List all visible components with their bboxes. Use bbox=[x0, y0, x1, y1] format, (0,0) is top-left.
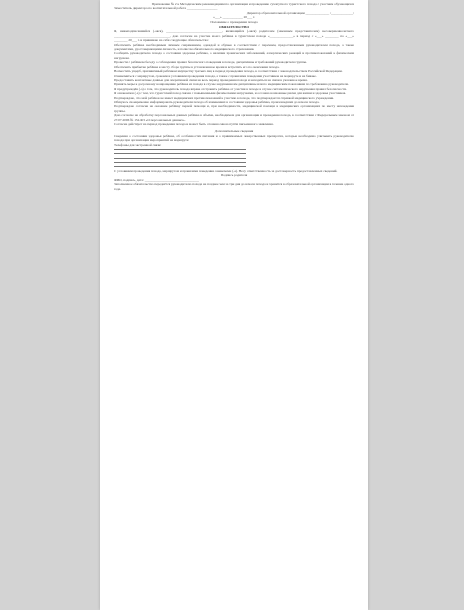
authority-line: Заместитель директора по воспитательной работе __________________ bbox=[114, 6, 218, 11]
obligation-paragraph: Ознакомиться с маршрутом, сроками и условиями проведения похода, а также с правилами поведения участников на маршруте и на биваке. bbox=[114, 73, 317, 78]
obligation-paragraph: Подтверждаю согласие на оказание ребёнку первой помощи и, при необходимости, медицинской помощи в медицинских организациях по месту нахождения группы. bbox=[114, 104, 354, 113]
final-label: ФИО, подпись, дата: ________________________________ bbox=[114, 177, 199, 182]
document-title: ОБЯЗАТЕЛЬСТВО bbox=[219, 25, 249, 30]
obligation-paragraph: Сообщить руководителю похода о состоянии здоровья ребёнка, о наличии хронических заболеваний, аллергических реакций и противопоказаний к физическим нагрузкам. bbox=[114, 51, 354, 60]
heading-3: Подпись родителя bbox=[220, 173, 248, 178]
obligation-paragraph: Подтверждаю, что мой ребёнок не имеет медицинских противопоказаний к участию в походе, что подтверждается справкой медицинского учреждения. bbox=[114, 95, 334, 100]
heading-1: Положение о проведении похода bbox=[210, 19, 258, 24]
footer-paragraph: С условиями проведения похода, маршрутом и правилами поведения ознакомлен (-а). Несу ответственность за достоверность предоставленных сведений. bbox=[114, 168, 338, 173]
obligation-paragraph: Я предупреждён (-а) о том, что руководитель похода вправе отстранить ребёнка от участия в походе в случае систематического нарушения правил безопасности. bbox=[114, 86, 347, 91]
obligation-paragraph: Предоставить контактные данные для оперативной связи на весь период проведения похода и находиться на связи в указанное время. bbox=[114, 77, 308, 82]
intro-paragraph: Я, нижеподписавшийся (-аяся), _________________________________, являющийся (-аяся) родителем (законным представителем) несовершеннолетнего _________________________________, даю согласие на участие моего ребёнка в туристском походе «______________» в период с «___» ________ по «___» ________ 20___ г. и принимаю на себя следующие обязательства: bbox=[114, 29, 354, 43]
date-line: «___» ____________ 20___ г. bbox=[213, 15, 255, 20]
obligation-paragraph: Даю согласие на обработку персональных данных ребёнка в объёме, необходимом для организации и проведения похода, в соответствии с Федеральным законом от 27.07.2006 № 152-ФЗ «О персональных данных». bbox=[114, 113, 354, 122]
heading-2: Дополнительные сведения bbox=[214, 129, 254, 134]
decision-line: Директор образовательной организации ______________ /_____________/ bbox=[246, 10, 354, 15]
obligation-paragraph: Обеспечить ребёнка необходимым личным снаряжением, одеждой и обувью в соответствии с перечнем, предоставленным руководителем похода, а также документами, удостоверяющими личность, и полисом обязательного медицинского страхования. bbox=[114, 42, 354, 52]
obligation-paragraph: Провести с ребёнком беседу о соблюдении правил безопасного поведения в походе, дисциплины и требований руководителя группы. bbox=[114, 60, 307, 65]
obligation-paragraph: Обеспечить прибытие ребёнка к месту сбора группы в установленное время и встретить его по окончании похода. bbox=[114, 64, 280, 69]
annex-note: Приложение № 2 к Методическим рекомендациям по организации и проведению сухопутного туристского похода с участием обучающихся bbox=[151, 2, 354, 6]
obligations-list bbox=[114, 43, 354, 127]
final-paragraph: Заполненное обязательство передаётся руководителю похода не позднее чем за три дня до начала похода и хранится в образовательной организации в течение одного года. bbox=[114, 182, 354, 191]
obligation-paragraph: Принять меры к досрочному возвращению ребёнка из похода в случае нарушения им дисциплины или по медицинским показаниям по требованию руководителя. bbox=[114, 82, 349, 87]
obligation-paragraph: Согласие действует на период проведения похода и может быть отозвано мною путём письменного заявления. bbox=[114, 121, 274, 126]
document-page bbox=[100, 0, 368, 610]
contact-label: Телефоны для экстренной связи: bbox=[114, 142, 162, 147]
obligation-paragraph: Обязуюсь своевременно информировать руководителя похода об изменениях в состоянии здоровья ребёнка, произошедших до начала похода. bbox=[114, 99, 320, 104]
obligation-paragraph: Я ознакомлен (-а) с тем, что туристский поход связан с повышенными физическими нагрузками, и осознаю возможные риски для жизни и здоровья участников. bbox=[114, 91, 347, 96]
obligation-paragraph: Возместить ущерб, причинённый ребёнком имуществу третьих лиц в период проведения похода, в соответствии с законодательством Российской Федерации. bbox=[114, 69, 343, 74]
health-paragraph: Сведения о состоянии здоровья ребёнка, об особенностях питания и о принимаемых лекарственных препаратах, которые необходимо учитывать руководителю похода при организации мероприятий на маршруте: bbox=[114, 133, 354, 143]
